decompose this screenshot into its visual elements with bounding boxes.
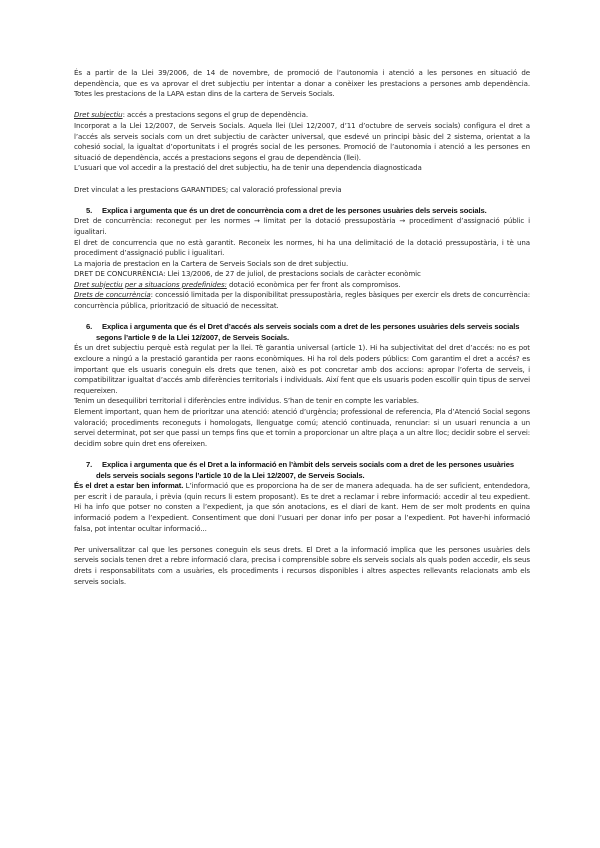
document-page — [74, 68, 530, 587]
q7-paragraph-2: Per universalitzar cal que les persones coneguin els seus drets. El Dret a la informació implica que les persones usuàries dels serveis socials tenen dret a rebre informació clara, precisa i comprensible sobre els serveis socials als quals poden accedir, els seus drets i responsabilitats com a usuàries, els procediments i recursos disponibles i altres aspectes rellevants relacionats amb els serveis socials. — [74, 544, 530, 586]
q5-paragraph-2: El dret de concurrencia que no està garantit. Reconeix les normes, hi ha una delimitació de la dotació pressupostària, i tè una procediment d’assignació public i igualitari. — [74, 237, 530, 258]
intro-paragraph: És a partir de la Llei 39/2006, de 14 de novembre, de promoció de l’autonomia i atenció a les persones en situació de dependència, que es va aprovar el dret subjectiu per intentar a donar a conèixer les prestacions a persones amb dependència. Totes les prestacions de la LAPA estan dins de la cartera de Serveis Socials. — [74, 68, 530, 99]
llei-paragraph: Incorporat a la Llei 12/2007, de Serveis Socials. Aquela llei (Llei 12/2007, d’11 d’octubre de serveis socials) configura el dret a l’accés als serveis socials com un dret subjectiu de caràcter universal, que esdevé un principi bàsic del 2 sistema, orientat a la cohesió social, la igualtat d’oportunitats i el progrés social de les persones. Promoció de l’autonomia i atenció a les persones en situació de dependència, accés a prestacions segons el grau de dependència (llei). — [74, 120, 530, 162]
question-5-heading: 5. Explica i argumenta que és un dret de concurrència com a dret de les persones usuàries dels serveis socials. — [86, 205, 487, 215]
dret-subjectiu-term: Dret subjectiu — [74, 110, 123, 120]
q6-paragraph-3: Element important, quan hem de prioritzar una atenció: atenció d’urgència; professional de referencia, Pla d’Atenció Social segons valoració; procediments reconeguts i homologats, llenguatge comú; atenció continuada, renunciar: si un usuari renuncia a un servei determinat, pot ser que passi un temps fins que et tornin a proporcionar un altre plaça a un altre lloc; decidir sobre el servei: decidim sobre quin dret ens ofereixen. — [74, 407, 530, 448]
question-6-heading: 6. Explica i argumenta que és el Dret d’accés als serveis socials com a dret de les persones usuàries dels serveis socials segons l’article 9 de la Llei 12/2007, de Serveis Socials. — [86, 322, 520, 342]
q7-paragraph-1: És el dret a estar ben informat. L’informació que es proporciona ha de ser de manera adequada. ha de ser suficient, entendedora, per escrit i de paraula, i prèvia (quin recurs li estem proposant). Es te dret a reclamar i rebre informació: accedir al teu expedient. Hi ha info que potser no consten a l’expedient, ja que són anotacions, es el diari de kant. Hem de ser molt prodents en quina informació podem a l’expedient. Consentiment que doni l’usuari per donar info per posar a l’expedient. Pot haver-hi informació falsa, pot intentar ocultar informació... — [74, 481, 531, 533]
q5-paragraph-6: Drets de concurrència: concessió limitada per la disponibilitat pressupostària, regles bàsiques per exercir els drets de concurrència: concurrència pública, priorització de situació de necessitat. — [74, 290, 530, 311]
q6-paragraph-2: Tenim un desequilibri territorial i diferències entre individus. S’han de tenir en compte les variables. — [74, 396, 419, 406]
q5-paragraph-5: Dret subjectiu per a situacions predefinides: dotació econòmica per fer front als compromisos. — [74, 279, 401, 289]
q5-paragraph-4: DRET DE CONCURRÈNCIA: Llei 13/2006, de 27 de juliol, de prestacions socials de caràcter econòmic — [74, 269, 421, 279]
usuari-paragraph: L’usuari que vol accedir a la prestació del dret subjectiu, ha de tenir una dependencia diagnosticada — [74, 163, 422, 173]
q6-paragraph-1: És un dret subjectiu perquè està regulat per la llei. Tè garantia universal (article 1). Hi ha subjectivitat del dret d’accés: no es pot excloure a ningú a la prestació garantida per raons econòmiques. Hi ha rol dels poders públics: Com garantim el dret a accés? es important que els usuaris coneguin els drets que tenen, això es pot concretar amb dos accions: apropar l’oferta de serveis, i compatibilitzar igualtat d’accés amb diferències territorials i individuals. Així fent que els usuaris poden escollir quin tipus de servei requereixen. — [74, 343, 530, 395]
q5-paragraph-3: La majoria de prestacion en la Cartera de Serveis Socials son de dret subjectiu. — [74, 258, 349, 268]
question-7-heading: 7. Explica i argumenta que és el Dret a la informació en l’àmbit dels serveis socials com a dret de les persones usuàries dels serveis socials segons l’article 10 de la Llei 12/2007, de Serveis Socials. — [86, 459, 514, 480]
q5-paragraph-1: Dret de concurrència: reconegut per les normes → limitat per la dotació pressupostària → procediment d’assignació públic i igualitari. — [74, 216, 530, 236]
dret-subjectiu-paragraph: Dret subjectiu: accés a prestacions segons el grup de dependència. — [74, 110, 308, 120]
dret-vinculat-paragraph: Dret vinculat a les prestacions GARANTIDES; cal valoració professional previa — [74, 184, 342, 194]
